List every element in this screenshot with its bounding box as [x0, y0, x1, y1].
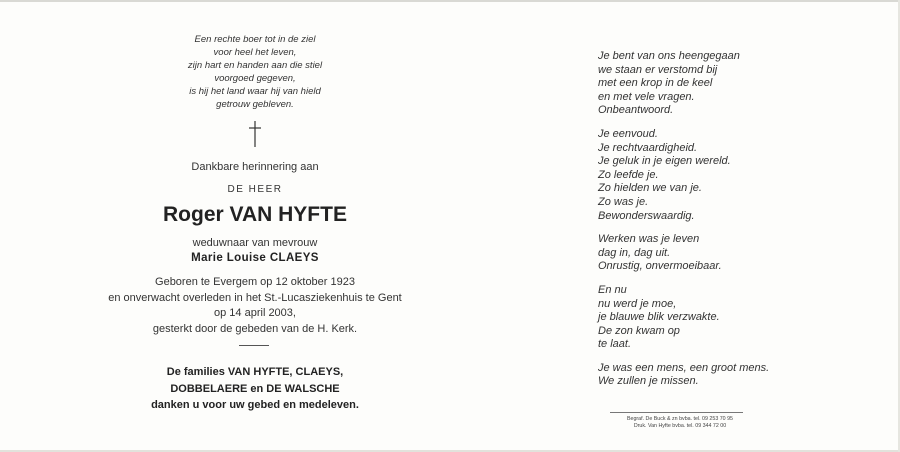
- poem-line: zijn hart en handen aan die stiel: [187, 60, 323, 72]
- bio-line: op 14 april 2003,: [214, 307, 296, 319]
- deceased-name: Roger VAN HYFTE: [163, 203, 347, 226]
- widower-line: weduwnaar van mevrouw: [192, 237, 318, 249]
- top-edge: [0, 0, 900, 2]
- poem-line: Onbeantwoord.: [598, 104, 674, 117]
- stanza: [598, 284, 868, 352]
- poem-line: Je eenvoud.: [598, 127, 658, 140]
- poem-line: voor heel het leven,: [213, 47, 297, 59]
- honorific: DE HEER: [227, 184, 283, 195]
- thanks-line: DOBBELAERE en DE WALSCHE: [170, 382, 340, 395]
- printer-line: Begraf. De Buck & zn bvba. tel. 09 253 70 95: [626, 416, 733, 422]
- bio-line: gesterkt door de gebeden van de H. Kerk.: [152, 322, 358, 335]
- poem-line: Je bent van ons heengegaan: [598, 50, 740, 62]
- poem-line: We zullen je missen.: [598, 375, 699, 388]
- thanks-line: De families VAN HYFTE, CLAEYS,: [166, 366, 344, 378]
- poem-line: De zon kwam op: [598, 324, 680, 337]
- left-poem: [100, 33, 410, 112]
- stanza: [598, 50, 868, 118]
- thanks-line: danken u voor uw gebed en medeleven.: [151, 399, 359, 411]
- poem-line: Onrustig, onvermoeibaar.: [598, 260, 722, 273]
- poem-line: en met vele vragen.: [598, 90, 695, 103]
- stanza: [598, 362, 868, 389]
- right-poem: [598, 50, 868, 399]
- poem-line: Zo leefde je.: [598, 168, 659, 181]
- poem-line: Je geluk in je eigen wereld.: [598, 155, 731, 168]
- poem-line: Zo was je.: [598, 195, 649, 208]
- cross-icon: [245, 119, 265, 149]
- poem-line: Je was een mens, een groot mens.: [598, 361, 770, 374]
- intro-text: Dankbare herinnering aan: [191, 161, 319, 173]
- printer-credits: [600, 416, 760, 430]
- poem-line: Zo hielden we van je.: [598, 182, 702, 195]
- poem-line: Een rechte boer tot in de ziel: [194, 34, 316, 45]
- poem-line: getrouw gebleven.: [216, 99, 294, 111]
- poem-line: En nu: [598, 283, 627, 296]
- stanza: [598, 128, 868, 223]
- poem-line: we staan er verstomd bij: [598, 63, 718, 76]
- poem-line: je blauwe blik verzwakte.: [598, 311, 720, 324]
- poem-line: Bewonderswaardig.: [598, 209, 695, 222]
- bio-line: Geboren te Evergem op 12 oktober 1923: [155, 276, 355, 288]
- poem-line: is hij het land waar hij van hield: [189, 86, 321, 98]
- printer-line: Druk. Van Hyfte bvba. tel. 09 344 72 00: [633, 423, 727, 429]
- printer-divider: [610, 412, 743, 413]
- biography: [100, 275, 410, 337]
- poem-line: voorgoed gegeven,: [214, 73, 296, 85]
- poem-line: te laat.: [598, 338, 632, 351]
- poem-line: Werken was je leven: [598, 233, 700, 246]
- stanza: [598, 233, 868, 274]
- bio-line: en onverwacht overleden in het St.-Lucasziekenhuis te Gent: [108, 291, 402, 304]
- poem-line: Je rechtvaardigheid.: [598, 141, 698, 154]
- spouse-name: Marie Louise CLAEYS: [191, 252, 319, 264]
- poem-line: nu werd je moe,: [598, 297, 677, 310]
- poem-line: met een krop in de keel: [598, 77, 713, 90]
- divider: [239, 345, 269, 346]
- poem-line: dag in, dag uit.: [598, 246, 671, 259]
- family-thanks: [100, 364, 410, 414]
